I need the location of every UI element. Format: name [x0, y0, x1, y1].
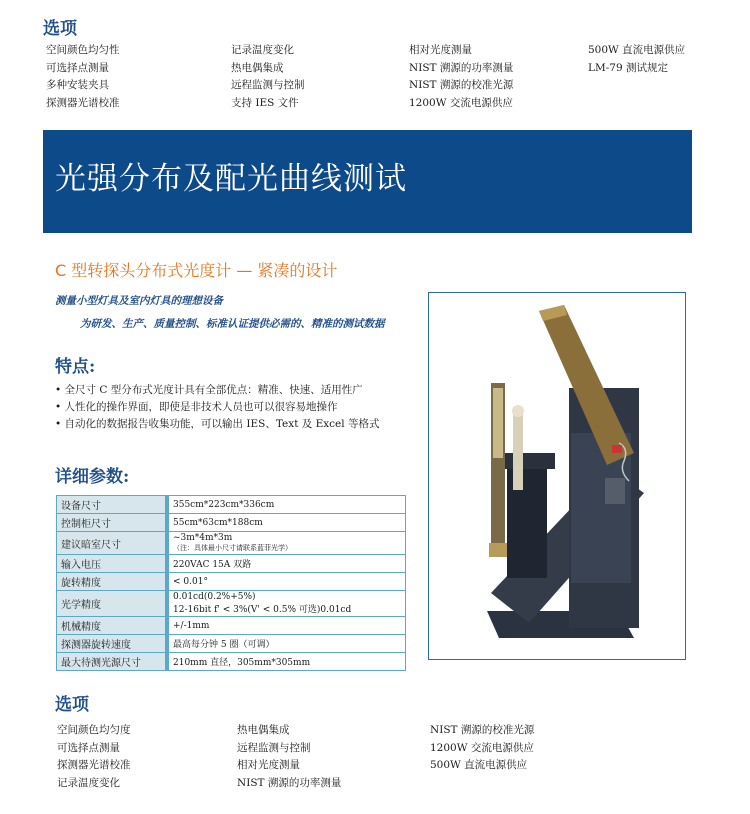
- param-key: 光学精度: [57, 591, 168, 617]
- option-item: LM-79 测试规定: [588, 61, 668, 74]
- option-item: 支持 IES 文件: [231, 96, 299, 109]
- option-item: 相对光度测量: [409, 44, 472, 56]
- option-item: 500W 直流电源供应: [588, 44, 686, 56]
- param-value: 220VAC 15A 双路: [167, 555, 406, 573]
- option-item: 可选择点测量: [57, 741, 120, 754]
- goniophotometer-illustration: [429, 293, 685, 659]
- top-options-col-2: [231, 42, 305, 112]
- param-key: 建议暗室尺寸: [57, 532, 168, 555]
- param-value: 210mm 直径，305mm*305mm: [167, 653, 406, 671]
- option-item: 空间颜色均匀性: [46, 44, 120, 56]
- product-subhead: C 型转探头分布式光度计 — 紧凑的设计: [55, 261, 338, 280]
- option-item: 探测器光谱校准: [46, 96, 120, 109]
- bottom-options-col-3: [430, 722, 534, 775]
- param-key: 设备尺寸: [57, 496, 168, 514]
- table-row: [57, 591, 406, 617]
- param-value: 55cm*63cm*188cm: [167, 514, 406, 532]
- params-table-wrap: [56, 495, 406, 671]
- option-item: 500W 直流电源供应: [430, 759, 528, 771]
- params-table: [56, 495, 406, 671]
- feature-item: • 全尺寸 C 型分布式光度计具有全部优点：精准、快速、适用性广: [55, 382, 379, 399]
- params-title: 详细参数:: [55, 467, 130, 487]
- tagline-2: 为研发、生产、质量控制、标准认证提供必需的、精准的测试数据: [80, 318, 385, 330]
- param-value-cell: [167, 591, 406, 617]
- table-row: [57, 532, 406, 555]
- param-value: < 0.01°: [167, 573, 406, 591]
- param-key: 机械精度: [57, 617, 168, 635]
- features-list: [55, 382, 379, 433]
- param-value-line-2: 12-16bit f' < 3%(V' < 0.5% 可选)0.01cd: [173, 605, 352, 615]
- tagline-1: 测量小型灯具及室内灯具的理想设备: [55, 295, 223, 307]
- feature-item: • 人性化的操作界面，即使是非技术人员也可以很容易地操作: [55, 399, 379, 416]
- table-row: [57, 617, 406, 635]
- table-row: [57, 635, 406, 653]
- option-item: 记录温度变化: [231, 44, 294, 56]
- param-value: ~3m*4m*3m: [173, 533, 233, 543]
- option-item: 远程监测与控制: [231, 79, 305, 91]
- table-row: [57, 514, 406, 532]
- features-title: 特点:: [55, 357, 96, 377]
- param-value: 355cm*223cm*336cm: [167, 496, 406, 514]
- option-item: 远程监测与控制: [237, 741, 311, 754]
- bottom-options-title: 选项: [55, 695, 89, 715]
- option-item: 空间颜色均匀度: [57, 724, 131, 736]
- param-value: 0.01cd(0.2%+5%): [173, 592, 256, 602]
- param-value-cell: [167, 532, 406, 555]
- top-options-title: 选项: [43, 19, 77, 39]
- option-item: 记录温度变化: [57, 776, 120, 789]
- option-item: 可选择点测量: [46, 61, 109, 74]
- param-key: 控制柜尺寸: [57, 514, 168, 532]
- table-row: [57, 653, 406, 671]
- option-item: 探测器光谱校准: [57, 759, 131, 771]
- param-key: 探测器旋转速度: [57, 635, 168, 653]
- option-item: NIST 溯源的功率测量: [237, 776, 342, 789]
- option-item: 热电偶集成: [237, 724, 290, 736]
- param-value: 最高每分钟 5 圈（可调）: [167, 635, 406, 653]
- option-item: NIST 溯源的校准光源: [409, 79, 514, 91]
- param-key: 最大待测光源尺寸: [57, 653, 168, 671]
- bottom-options-col-1: [57, 722, 131, 792]
- param-key: 输入电压: [57, 555, 168, 573]
- option-item: 多种安装夹具: [46, 79, 109, 91]
- option-item: 热电偶集成: [231, 61, 284, 74]
- option-item: 1200W 交流电源供应: [430, 741, 534, 754]
- option-item: NIST 溯源的功率测量: [409, 61, 514, 74]
- banner-title: 光强分布及配光曲线测试: [55, 161, 407, 197]
- top-options-col-4: [588, 42, 685, 77]
- option-item: 相对光度测量: [237, 759, 300, 771]
- option-item: NIST 溯源的校准光源: [430, 724, 535, 736]
- top-options-col-3: [409, 42, 513, 112]
- product-photo: [428, 292, 686, 660]
- feature-item: • 自动化的数据报告收集功能，可以输出 IES、Text 及 Excel 等格式: [55, 416, 379, 433]
- param-key: 旋转精度: [57, 573, 168, 591]
- param-note: （注：具体最小尺寸请联系蓝菲光学）: [173, 544, 292, 552]
- table-row: [57, 573, 406, 591]
- param-value: +/-1mm: [167, 617, 406, 635]
- table-row: [57, 496, 406, 514]
- top-options-col-1: [46, 42, 120, 112]
- bottom-options-col-2: [237, 722, 341, 792]
- table-row: [57, 555, 406, 573]
- option-item: 1200W 交流电源供应: [409, 96, 513, 109]
